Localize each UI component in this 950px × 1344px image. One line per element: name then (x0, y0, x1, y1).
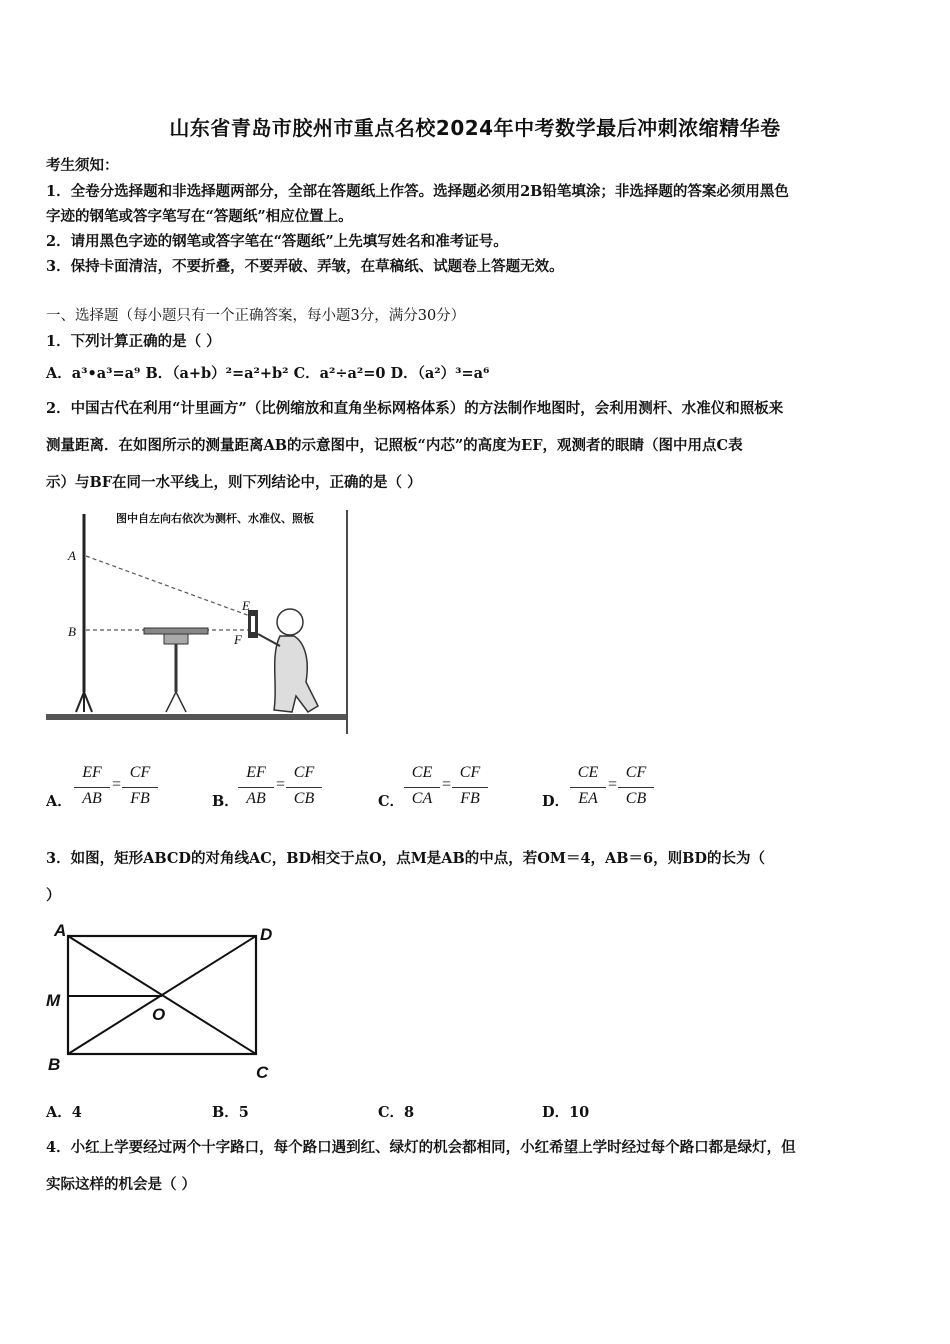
q3-option-A: A．4 (46, 1104, 82, 1121)
q2-B-num: EF (246, 764, 266, 781)
q2-C-den: CA (411, 790, 433, 807)
notice-line-3: 2．请用黑色字迹的钢笔或答字笔在“答题纸”上先填写姓名和准考证号。 (46, 233, 508, 250)
notice-heading: 考生须知： (46, 157, 119, 174)
q3-label-A: A (54, 921, 67, 940)
q2-B-den: AB (246, 790, 266, 807)
q1-stem: 1．下列计算正确的是（ ） (46, 333, 221, 350)
q2-A-num2: CF (129, 764, 151, 781)
q2-C-num: CE (411, 764, 433, 781)
q2-C-num2: CF (459, 764, 481, 781)
notice-line-4: 3．保持卡面清洁，不要折叠，不要弄破、弄皱，在草稿纸、试题卷上答题无效。 (46, 258, 564, 275)
q2-option-A-letter: A． (46, 793, 72, 810)
q3-option-B: B．5 (212, 1104, 249, 1121)
q2-figure (44, 506, 350, 738)
q2-D-num: CE (577, 764, 599, 781)
q2-D-eq: = (608, 776, 618, 793)
q2-label-B: B (68, 624, 76, 639)
q3-option-D: D．10 (542, 1104, 590, 1121)
q2-A-num: EF (82, 764, 102, 781)
q2-option-B-letter: B． (212, 793, 239, 810)
q2-line-1: 2．中国古代在利用“计里画方”（比例缩放和直角坐标网格体系）的方法制作地图时，会利用测杆、水准仪和照板来 (46, 400, 784, 417)
q3-figure (40, 918, 290, 1088)
q3-label-M: M (46, 991, 61, 1010)
q2-option-D-letter: D． (542, 793, 570, 810)
q2-A-bar1 (74, 787, 110, 788)
q2-label-F: F (234, 632, 242, 647)
q3-option-C: C．8 (378, 1104, 415, 1121)
q1-options: A．a³•a³=a⁹ B．（a+b）²=a²+b² C．a²÷a²=0 D．（a²）³=a⁶ (46, 365, 490, 382)
q3-line-2: ） (46, 887, 61, 904)
section-heading: 一、选择题（每小题只有一个正确答案，每小题3分，满分30分） (46, 308, 466, 324)
q2-A-bar2 (122, 787, 158, 788)
q2-D-bar1 (570, 787, 606, 788)
q2-B-bar2 (286, 787, 322, 788)
q2-A-den: AB (82, 790, 102, 807)
q2-B-eq: = (276, 776, 286, 793)
q2-B-bar1 (238, 787, 274, 788)
q2-B-den2: CB (293, 790, 315, 807)
q4-line-1: 4．小红上学要经过两个十字路口，每个路口遇到红、绿灯的机会都相同，小红希望上学时经过每个路口都是绿灯，但 (46, 1139, 796, 1156)
q3-label-O: O (152, 1005, 166, 1024)
q2-label-E: E (242, 598, 250, 613)
q2-D-bar2 (618, 787, 654, 788)
q2-A-eq: = (112, 776, 122, 793)
q2-C-bar1 (404, 787, 440, 788)
q2-line-3: 示）与BF在同一水平线上，则下列结论中，正确的是（ ） (46, 474, 422, 491)
q2-D-den: EA (578, 790, 598, 807)
q2-B-num2: CF (293, 764, 315, 781)
page-title: 山东省青岛市胶州市重点名校2024年中考数学最后冲刺浓缩精华卷 (169, 116, 781, 140)
q2-D-num2: CF (625, 764, 647, 781)
q2-figure-caption: 图中自左向右依次为测杆、水准仪、照板 (116, 512, 314, 525)
q3-label-B: B (48, 1055, 61, 1074)
q3-line-1: 3．如图，矩形ABCD的对角线AC，BD相交于点O，点M是AB的中点，若OM＝4，AB＝6，则BD的长为（ (46, 850, 765, 867)
q2-label-A: A (68, 548, 76, 563)
q2-C-bar2 (452, 787, 488, 788)
q2-line-2: 测量距离．在如图所示的测量距离AB的示意图中，记照板“内芯”的高度为EF，观测者的眼睛（图中用点C表 (46, 437, 743, 454)
q2-D-den2: CB (625, 790, 647, 807)
q2-option-C-letter: C． (378, 793, 405, 810)
notice-line-2: 字迹的钢笔或答字笔写在“答题纸”相应位置上。 (46, 208, 353, 225)
notice-line-1: 1．全卷分选择题和非选择题两部分，全部在答题纸上作答。选择题必须用2B铅笔填涂；非选择题的答案必须用黑色 (46, 183, 789, 200)
q3-label-C: C (256, 1063, 269, 1082)
q2-C-den2: FB (460, 790, 480, 807)
q2-C-eq: = (442, 776, 452, 793)
q2-A-den2: FB (130, 790, 150, 807)
q4-line-2: 实际这样的机会是（ ） (46, 1176, 197, 1193)
q3-label-D: D (260, 925, 273, 944)
